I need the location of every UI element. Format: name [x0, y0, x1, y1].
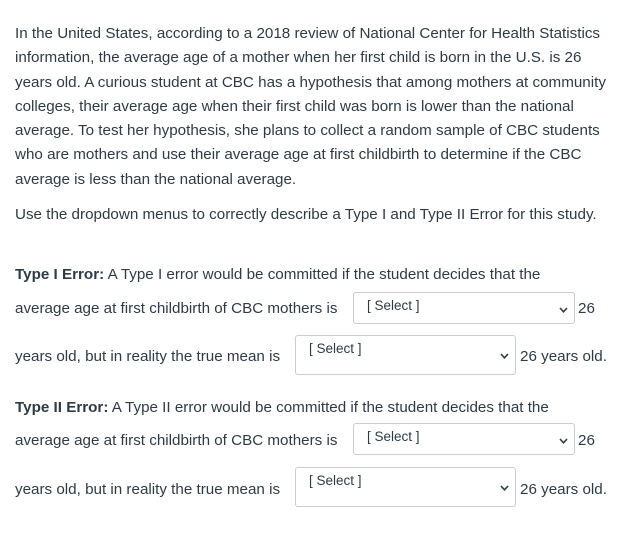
type2-heading [15, 396, 549, 420]
type1-select-1[interactable] [353, 292, 575, 324]
type1-heading [15, 263, 540, 287]
type2-line1-text: average age at first childbirth of CBC mothers is [15, 432, 338, 449]
type1-after-1: 26 [578, 300, 595, 317]
type1-select-2-value: [ Select ] [309, 341, 362, 356]
type1-line2-text: years old, but in reality the true mean is [15, 348, 281, 365]
intro-paragraph: In the United States, according to a 2018 review of National Center for Health Statistics information, the average age of a mother when her first child is born in the U.S. is 26 years old. A curious student at CBC has a hypothesis that among mothers at community colleges, their average age when their first child was born is lower than the national average. To test her hypothesis, she plans to collect a random sample of CBC students who are mothers and use their average age at first childbirth to determine if the CBC average is less than the national average. [15, 25, 606, 188]
type1-select-1-value: [ Select ] [367, 298, 420, 313]
type2-select-1-value: [ Select ] [367, 429, 420, 444]
chevron-down-icon [559, 307, 568, 313]
type2-select-1[interactable] [353, 423, 575, 455]
type2-lead: A Type II error would be committed if the student decides that the [111, 399, 549, 416]
chevron-down-icon [500, 353, 509, 359]
instructions-paragraph: Use the dropdown menus to correctly describe a Type I and Type II Error for this study. [15, 206, 597, 223]
type1-line1-text: average age at first childbirth of CBC mothers is [15, 300, 338, 317]
type2-after-2: 26 years old. [520, 481, 607, 498]
type2-line2-text: years old, but in reality the true mean is [15, 481, 281, 498]
type1-label: Type I Error: [15, 266, 105, 283]
type1-lead: A Type I error would be committed if the student decides that the [107, 266, 541, 283]
chevron-down-icon [500, 485, 509, 491]
type2-select-2[interactable] [295, 467, 516, 507]
type2-label: Type II Error: [15, 399, 109, 416]
type2-select-2-value: [ Select ] [309, 473, 362, 488]
type1-after-2: 26 years old. [520, 348, 607, 365]
type1-select-2[interactable] [295, 335, 516, 375]
type2-after-1: 26 [578, 432, 595, 449]
chevron-down-icon [559, 438, 568, 444]
